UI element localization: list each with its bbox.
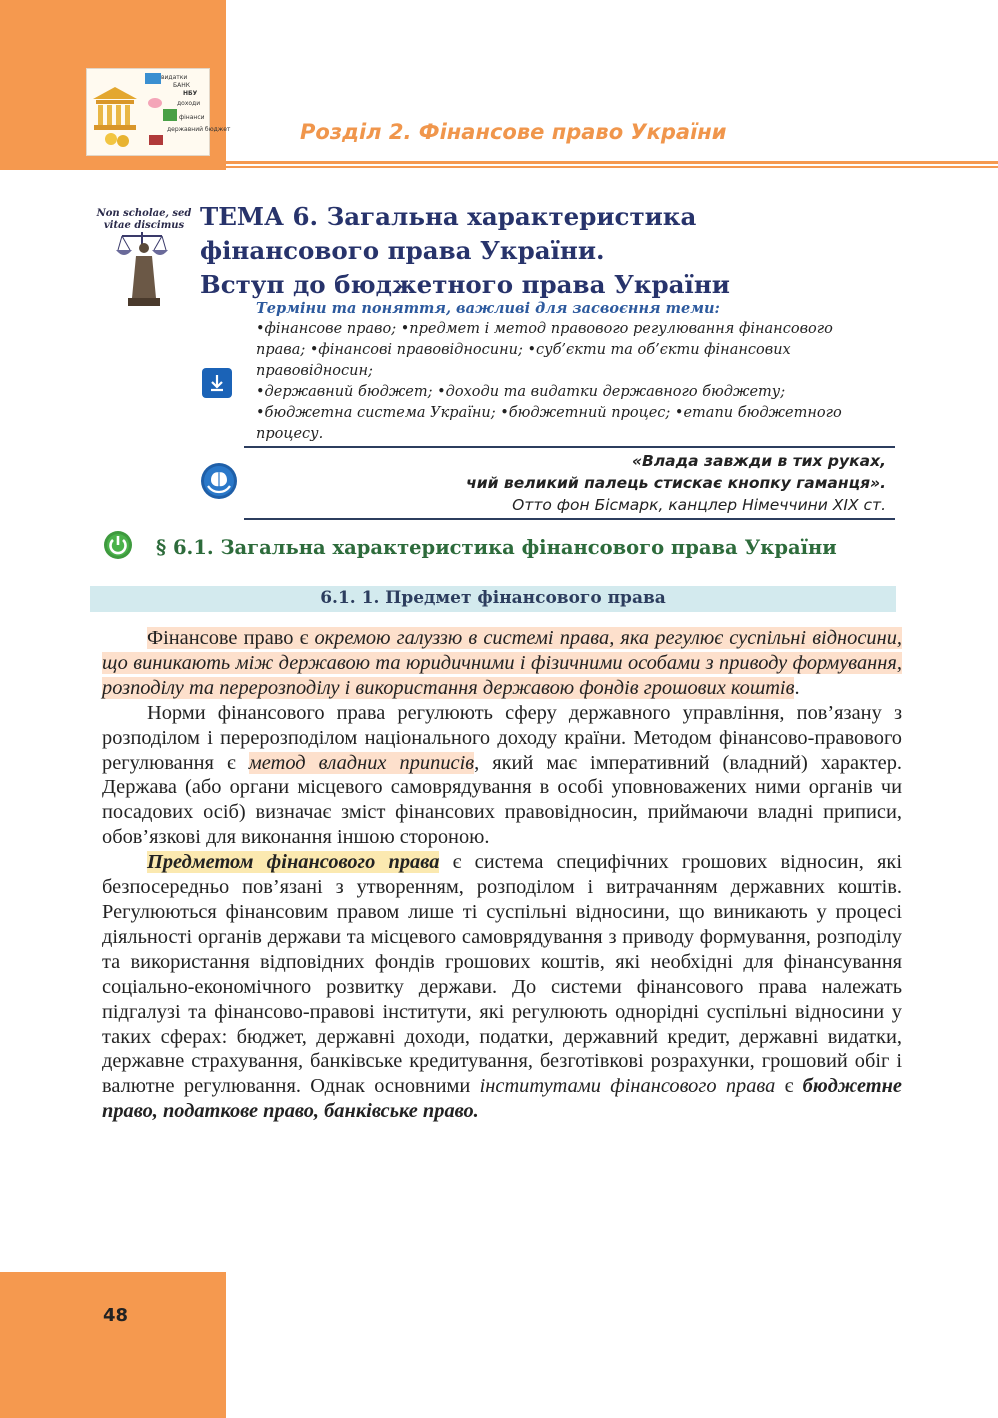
terms-block bbox=[256, 298, 896, 445]
body-text bbox=[102, 626, 902, 1124]
logo-word: доходи bbox=[177, 100, 201, 107]
chapter-logo bbox=[86, 68, 231, 156]
quote-block bbox=[466, 450, 886, 516]
theme-title-line: ТЕМА 6. Загальна характеристика bbox=[200, 202, 697, 231]
section-title: § 6.1. Загальна характеристика фінансового права України bbox=[156, 536, 837, 559]
defined-term: Предметом фінансового права bbox=[147, 851, 440, 874]
paragraph bbox=[102, 850, 902, 1124]
subsection-title: 6.1. 1. Предмет фінансового права bbox=[320, 588, 666, 608]
orange-margin-bottom bbox=[0, 1272, 226, 1418]
logo-word: БАНК bbox=[173, 82, 190, 89]
text-span: є bbox=[775, 1075, 803, 1098]
paragraph bbox=[102, 701, 902, 850]
download-icon bbox=[202, 368, 232, 398]
text-span: . bbox=[794, 676, 800, 699]
terms-line: процесу. bbox=[256, 426, 324, 442]
terms-line: права; •фінансові правовідносини; •суб’єкти та об’єкти фінансових bbox=[256, 342, 791, 358]
page-number: 48 bbox=[103, 1305, 129, 1326]
brain-icon bbox=[200, 462, 238, 500]
theme-title bbox=[200, 200, 730, 302]
quote-author: Отто фон Бісмарк, канцлер Німеччини XIX ст. bbox=[512, 496, 886, 514]
defined-term: Фінансове право bbox=[147, 627, 294, 649]
motto-text: Non scholae, sed bbox=[96, 208, 192, 219]
motto-figure bbox=[96, 204, 192, 308]
terms-line: •бюджетна система України; •бюджетний процес; •етапи бюджетного bbox=[256, 405, 842, 421]
terms-line: правовідносин; bbox=[256, 363, 373, 379]
theme-title-line: Вступ до бюджетного права України bbox=[200, 270, 730, 299]
quote-line: «Влада завжди в тих руках, bbox=[631, 452, 886, 470]
highlighted-term: метод владних приписів bbox=[248, 751, 475, 774]
quote-divider bbox=[244, 518, 895, 520]
terms-line: •фінансове право; •предмет і метод правового регулювання фінансового bbox=[256, 321, 833, 337]
text-span: є система специфічних грошових відносин, які безпосередньо пов’язані з утворенням, розподілом і витрачанням державних коштів. Регулюються фінансовим правом лише ті суспільні відносини, що виникають у процесі діяльності органів держави та місцевого самоврядування з приводу формування, розподілу та використання відповідних фондів грошових коштів, які необхідні для фінансування соціально-економічного розвитку держави. До системи фінансового права належать підгалузі та фінансово-правові інститути, які регулюють однорідні суспільні відносини у таких сферах: бюджет, державні доходи, податки, державний кредит, державні видатки, державне страхування, банківське кредитування, безготівкові розрахунки, грошовий обіг і валютне регулювання. Однак основними bbox=[102, 851, 902, 1098]
definition: окремою галуззю в системі права, яка регулює суспільні відносини, що виникають між державою та юридичними і фізичними особами з приводу формування, розподілу та перерозподілу і використання державою фондів грошових коштів bbox=[102, 627, 902, 699]
quote-line: чий великий палець стискає кнопку гаманця». bbox=[466, 474, 886, 492]
text-span: є bbox=[293, 627, 315, 649]
italic-term: інститутами фінансового права bbox=[479, 1075, 776, 1098]
text-span: , який має імперативний (владний) характер. Держава (або органи місцевого самоврядування в особі уповноважених ними органів чи посадових осіб) визначає зміст фінансових правовідносин, приймаючи владні приписи, обов’язкові для виконання іншою стороною. bbox=[102, 751, 902, 849]
logo-word: видатки bbox=[161, 74, 188, 81]
paragraph bbox=[102, 626, 902, 701]
logo-word: державний бюджет bbox=[167, 126, 231, 133]
logo-word: НБУ bbox=[183, 90, 198, 97]
header-rule bbox=[226, 161, 998, 164]
theme-title-line: фінансового права України. bbox=[200, 236, 605, 265]
terms-divider bbox=[244, 446, 895, 448]
bold-term: бюджетне право, податкове право, банківське право. bbox=[102, 1075, 902, 1123]
chapter-title: Розділ 2. Фінансове право України bbox=[300, 120, 727, 144]
header-rule-thin bbox=[226, 166, 998, 168]
text-span: Норми фінансового права регулюють сферу державного управління, пов’язану з розподілом і перерозподілом національного доходу країни. Методом фінансово-правового регулювання є bbox=[102, 701, 902, 774]
motto-text: vitae discimus bbox=[103, 220, 185, 231]
terms-line: •державний бюджет; •доходи та видатки державного бюджету; bbox=[256, 384, 786, 400]
logo-word: фінанси bbox=[179, 114, 205, 121]
terms-title: Терміни та поняття, важливі для засвоєння теми: bbox=[256, 300, 720, 317]
power-icon bbox=[103, 530, 133, 560]
